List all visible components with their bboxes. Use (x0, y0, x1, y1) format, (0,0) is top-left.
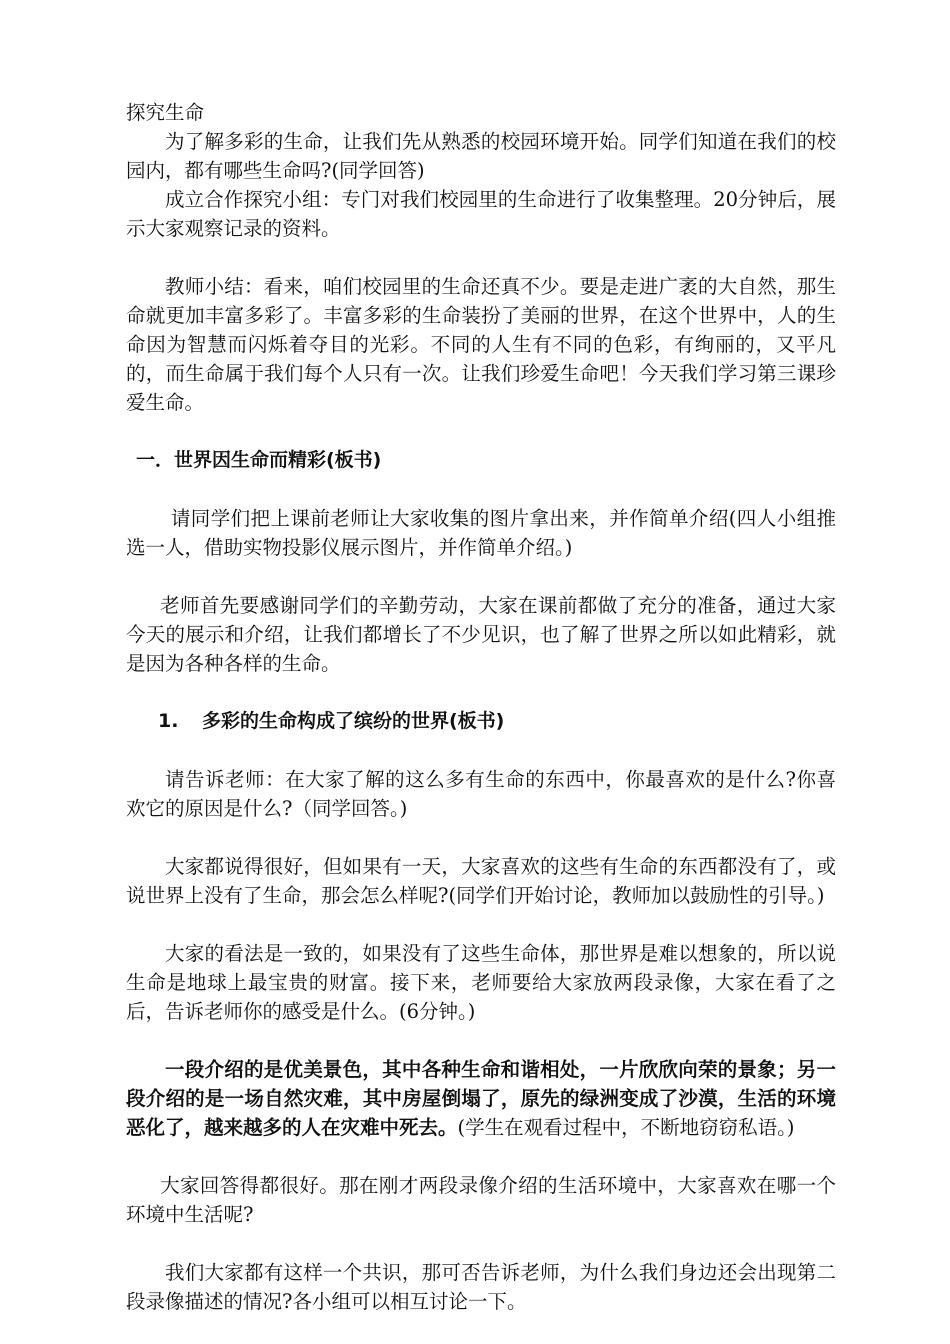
video-description-bold: 一段介绍的是优美景色，其中各种生命和谐相处，一片欣欣向荣的景象；另一段介绍的是一场自然灾难，其中房屋倒塌了，原先的绿洲变成了沙漠，生活的环境恶化了，越来越多的人在灾难中死去。 (126, 1058, 836, 1139)
video-description-note: (学生在观看过程中，不断地窃窃私语。) (457, 1116, 795, 1139)
section-heading-1: 一．世界因生命而精彩(板书) (136, 449, 382, 471)
document-page (126, 98, 836, 1316)
document-title: 探究生命 (126, 101, 205, 124)
paragraph-environment-choice: 大家回答得都很好。那在刚才两段录像介绍的生活环境中，大家喜欢在哪一个环境中生活呢? (126, 1174, 836, 1226)
paragraph-video-description (126, 1055, 836, 1142)
paragraph-teacher-summary: 教师小结：看来，咱们校园里的生命还真不少。要是走进广袤的大自然，那生命就更加丰富多彩了。丰富多彩的生命装扮了美丽的世界，在这个世界中，人的生命因为智慧而闪烁着夺目的光彩。不同的人生有不同的色彩，有绚丽的，又平凡的，而生命属于我们每个人只有一次。让我们珍爱生命吧！今天我们学习第三课珍爱生命。 (126, 275, 836, 414)
paragraph-group-study: 成立合作探究小组：专门对我们校园里的生命进行了收集整理。20分钟后，展示大家观察记录的资料。 (126, 188, 836, 240)
paragraph-discussion: 我们大家都有这样一个共识，那可否告诉老师，为什么我们身边还会出现第二段录像描述的情况?各小组可以相互讨论一下。 (126, 1261, 836, 1313)
paragraph-favorite: 请告诉老师：在大家了解的这么多有生命的东西中，你最喜欢的是什么?你喜欢它的原因是什么?（同学回答。) (126, 768, 836, 820)
paragraph-no-life: 大家都说得很好，但如果有一天，大家喜欢的这些有生命的东西都没有了，或说世界上没有了生命，那会怎么样呢?(同学们开始讨论，教师加以鼓励性的引导。) (126, 855, 836, 907)
paragraph-intro: 为了解多彩的生命，让我们先从熟悉的校园环境开始。同学们知道在我们的校园内，都有哪些生命吗?(同学回答) (126, 130, 836, 182)
paragraph-video-intro: 大家的看法是一致的，如果没有了这些生命体，那世界是难以想象的，所以说生命是地球上最宝贵的财富。接下来，老师要给大家放两段录像，大家在看了之后，告诉老师你的感受是什么。(6分钟。) (126, 942, 836, 1023)
subsection-number: 1. (158, 710, 179, 732)
paragraph-thanks: 老师首先要感谢同学们的辛勤劳动，大家在课前都做了充分的准备，通过大家今天的展示和介绍，让我们都增长了不少见识，也了解了世界之所以如此精彩，就是因为各种各样的生命。 (126, 594, 836, 675)
subsection-title: 多彩的生命构成了缤纷的世界(板书) (202, 710, 505, 732)
subsection-heading-1 (126, 707, 836, 736)
paragraph-collect-pictures: 请同学们把上课前老师让大家收集的图片拿出来，并作简单介绍(四人小组推选一人，借助实物投影仪展示图片，并作简单介绍。) (126, 507, 836, 559)
